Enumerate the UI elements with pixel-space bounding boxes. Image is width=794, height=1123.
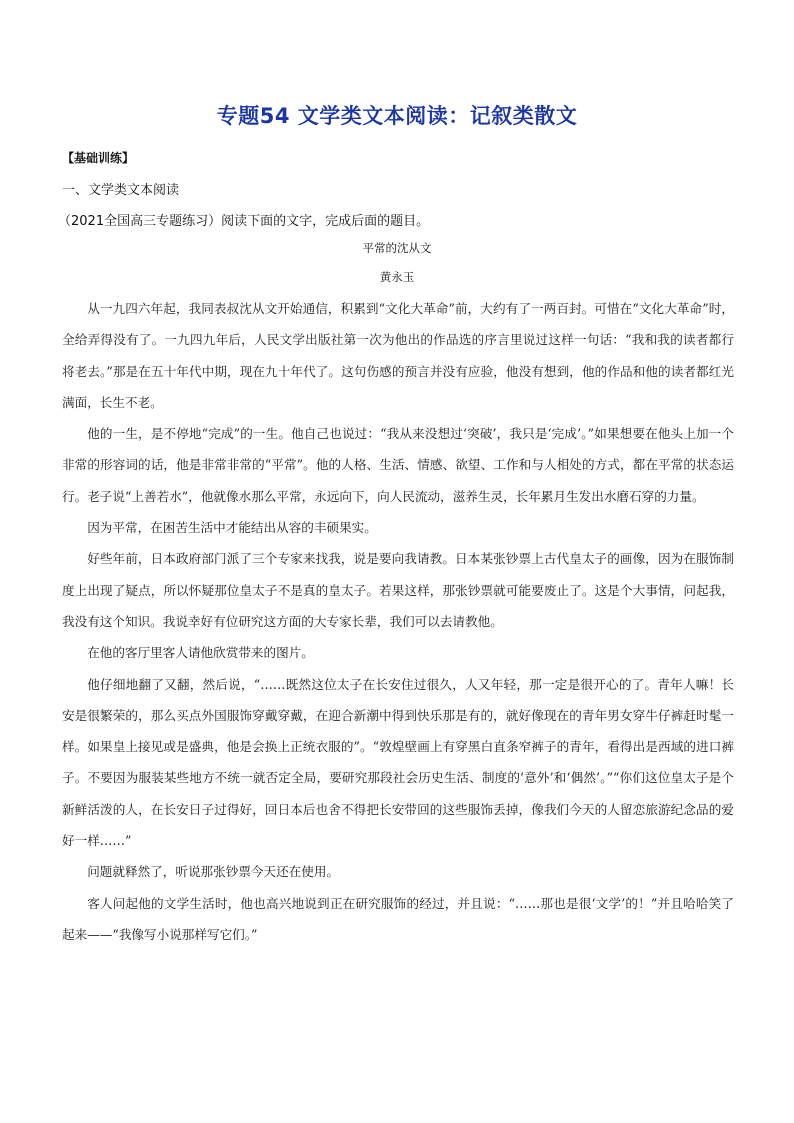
question-instruction: （2021全国高三专题练习）阅读下面的文字，完成后面的题目。 <box>58 214 430 229</box>
paragraph: 好些年前，日本政府部门派了三个专家来找我，说是要向我请教。日本某张钞票上古代皇太子的画像，因为在服饰制度上出现了疑点，所以怀疑那位皇太子不是真的皇太子。若果这样，那张钞票就可能要废止了。这是个大事情，问起我，我没有这个知识。我说幸好有位研究这方面的大专家长辈，我们可以去请教他。 <box>62 551 734 629</box>
paragraph: 从一九四六年起，我同表叔沈从文开始通信，积累到“文化大革命”前，大约有了一两百封。可惜在“文化大革命”时，全给弄得没有了。一九四九年后，人民文学出版社第一次为他出的作品选的序言里说过这样一句话：“我和我的读者都行将老去。”那是在五十年代中期，现在九十年代了。这句伤感的预言并没有应验，他没有想到，他的作品和他的读者都红光满面，长生不老。 <box>62 301 734 410</box>
article-body <box>62 293 734 950</box>
section-tag: 【基础训练】 <box>62 151 135 165</box>
paragraph: 他的一生，是不停地“完成”的一生。他自己也说过：“我从来没想过‘突破’，我只是‘完成’。”如果想要在他头上加一个非常的形容词的话，他是非常非常的“平常”。他的人格、生活、情感、欲望、工作和与人相处的方式，都在平常的状态运行。老子说“上善若水”，他就像水那么平常，永远向下，向人民流动，滋养生灵，长年累月生发出水磨石穿的力量。 <box>62 426 734 504</box>
article-author: 黄永玉 <box>379 270 415 284</box>
paragraph: 问题就释然了，听说那张钞票今天还在使用。 <box>87 864 340 880</box>
paragraph: 因为平常，在困苦生活中才能结出从容的丰硕果实。 <box>87 520 377 536</box>
paragraph: 客人问起他的文学生活时，他也高兴地说到正在研究服饰的经过，并且说：“……那也是很‘文学’的！”并且哈哈笑了起来——“我像写小说那样写它们。” <box>62 895 734 942</box>
page-title: 专题54 文学类文本阅读：记叙类散文 <box>216 104 578 128</box>
article-title: 平常的沈从文 <box>362 241 432 255</box>
paragraph: 他仔细地翻了又翻，然后说，“……既然这位太子在长安住过很久，人又年轻，那一定是很开心的了。青年人嘛！长安是很繁荣的，那么买点外国服饰穿戴穿戴，在迎合新潮中得到快乐那是有的，就好像现在的青年男女穿牛仔裤赶时髦一样。如果皇上接见或是盛典，他是会换上正统衣服的”。“敦煌壁画上有穿黑白直条窄裤子的青年，看得出是西域的进口裤子。不要因为服装某些地方不统一就否定全局，要研究那段社会历史生活、制度的‘意外’和‘偶然’。”“你们这位皇太子是个新鲜活泼的人，在长安日子过得好，回日本后也舍不得把长安带回的这些服饰丢掉，像我们今天的人留恋旅游纪念品的爱好一样……” <box>62 676 734 849</box>
paragraph: 在他的客厅里客人请他欣赏带来的图片。 <box>87 645 314 661</box>
part-heading: 一、文学类文本阅读 <box>62 183 180 198</box>
